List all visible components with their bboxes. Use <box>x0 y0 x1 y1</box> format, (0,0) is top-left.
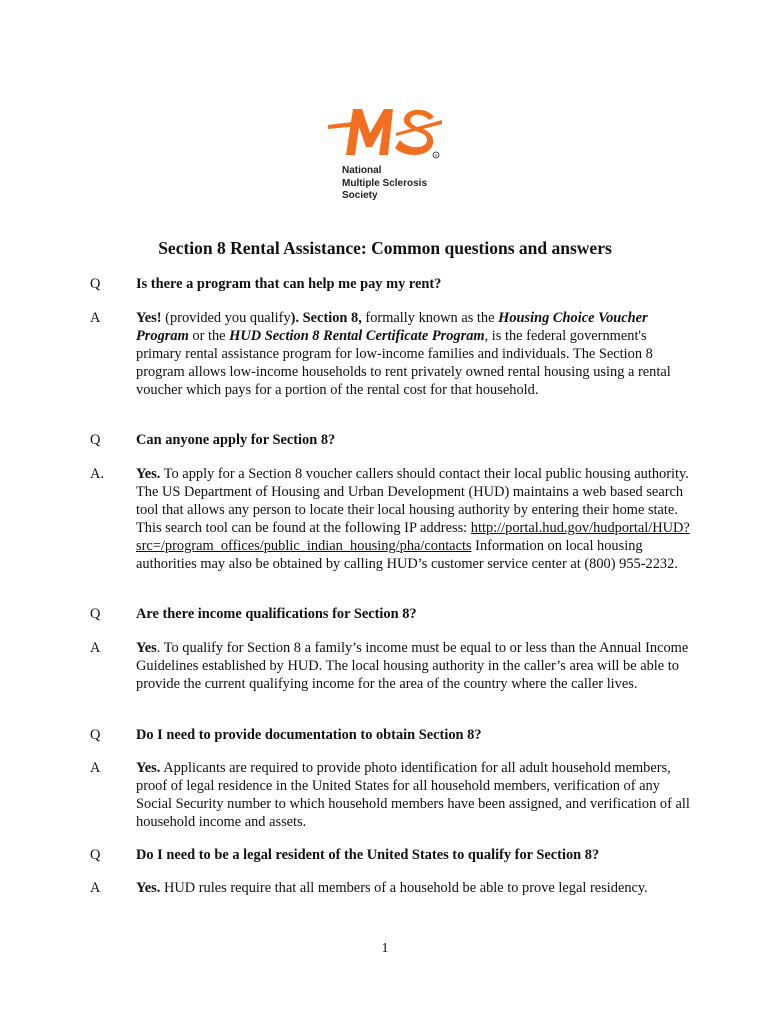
question-text: Is there a program that can help me pay my rent? <box>136 276 442 292</box>
answer-text-run: HUD rules require that all members of a household be able to prove legal residency. <box>160 880 648 896</box>
answer-text-run: Applicants are required to provide photo identification for all adult household members, proof of legal residence in the United States for all household members, verification of any Social Security number to which household members have been assigned, and verification of all household income and assets. <box>136 760 690 830</box>
question-label: Q <box>90 847 101 863</box>
question-label: Q <box>90 606 101 622</box>
answer-text-run: . To qualify for Section 8 a family’s income must be equal to or less than the Annual Income Guidelines established by HUD. The local housing authority in the caller’s area will be able to provide the current qualifying income for the area of the country where the caller lives. <box>136 640 689 692</box>
answer-label: A <box>90 640 101 656</box>
question-row <box>90 846 690 864</box>
answer-text <box>136 465 690 573</box>
housing-authority-link[interactable]: http://portal.hud.gov/hudportal/HUD?src=/program_offices/public_indian_housing/pha/contacts <box>136 520 690 554</box>
answer-text-run: Information on local housing authorities may also be obtained by calling HUD’s customer service center at (800) 955-2232. <box>136 538 678 572</box>
answer-text <box>136 759 690 831</box>
question-label: Q <box>90 432 101 448</box>
answer-text-run: ). <box>290 310 300 326</box>
answer-row <box>90 759 690 831</box>
answer-row <box>90 639 690 693</box>
question-label: Q <box>90 276 101 292</box>
question-row <box>90 726 690 744</box>
answer-text-run: Yes. <box>136 760 161 776</box>
svg-text:R: R <box>434 153 438 158</box>
answer-text-run: Section 8, <box>299 310 362 326</box>
answer-row <box>90 879 690 897</box>
answer-text-run: Yes! <box>136 310 162 326</box>
answer-row <box>90 465 690 573</box>
org-line: National <box>342 165 382 176</box>
page-number: 1 <box>381 941 389 956</box>
org-line: Society <box>342 190 378 201</box>
answer-row <box>90 309 690 399</box>
answer-text-run: (provided you qualify <box>161 310 291 326</box>
question-label: Q <box>90 727 101 743</box>
answer-text-run: HUD Section 8 Rental Certificate Program <box>229 328 485 344</box>
ms-logo-icon <box>326 103 444 159</box>
question-row <box>90 431 690 449</box>
question-text: Do I need to provide documentation to obtain Section 8? <box>136 727 482 743</box>
answer-text-run: , is the federal government's primary rental assistance program for low-income families and individuals. The Section 8 program allows low-income households to rent privately owned rental housing using a rental voucher which pays for a portion of the rental cost for that household. <box>136 328 671 398</box>
answer-text-run: Yes. <box>136 466 161 482</box>
answer-text <box>136 309 690 399</box>
organization-name <box>326 165 444 203</box>
answer-text <box>136 639 690 693</box>
organization-logo <box>326 103 444 203</box>
question-text: Do I need to be a legal resident of the United States to qualify for Section 8? <box>136 847 600 863</box>
answer-label: A <box>90 880 101 896</box>
page-title: Section 8 Rental Assistance: Common questions and answers <box>158 238 612 258</box>
question-text: Are there income qualifications for Section 8? <box>136 606 417 622</box>
answer-text-run: Housing Choice Voucher Program <box>136 310 648 344</box>
org-line: Multiple Sclerosis <box>342 177 428 189</box>
answer-label: A <box>90 760 101 776</box>
answer-text <box>136 879 690 897</box>
question-row <box>90 275 690 293</box>
answer-label: A <box>90 310 101 326</box>
answer-label: A. <box>90 466 104 482</box>
answer-text-run: To apply for a Section 8 voucher callers should contact their local public housing authority. The US Department of Housing and Urban Development (HUD) maintains a web based search tool that allows any person to locate their local housing authority by entering their home state. This search tool can be found at the following IP address: <box>136 466 689 536</box>
answer-text-run: formally known as the <box>361 310 499 326</box>
question-row <box>90 605 690 623</box>
question-text: Can anyone apply for Section 8? <box>136 432 336 448</box>
answer-text-run: Yes <box>136 640 157 656</box>
answer-text-run: Yes. <box>136 880 161 896</box>
answer-text-run: or the <box>188 328 230 344</box>
